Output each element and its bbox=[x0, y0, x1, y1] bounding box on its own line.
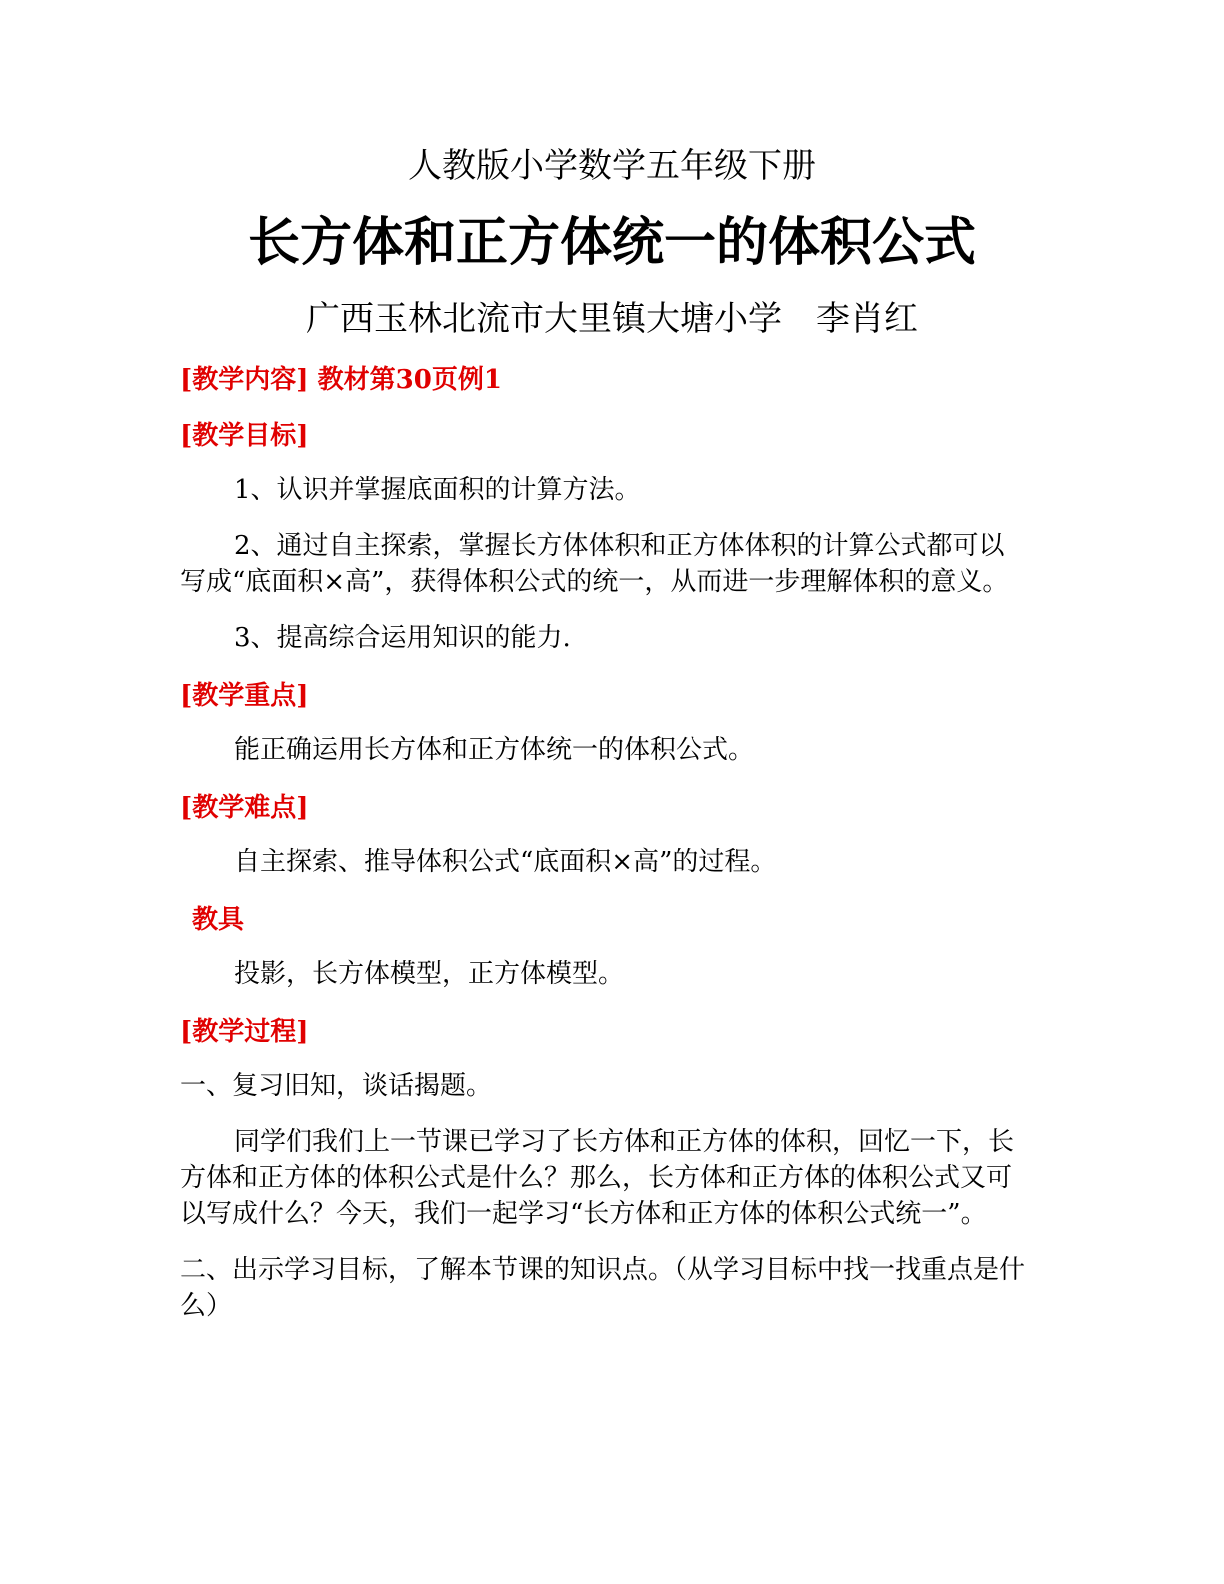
goals-heading: [教学目标] bbox=[180, 421, 309, 451]
document-subtitle: 人教版小学数学五年级下册 bbox=[408, 146, 816, 186]
document-title: 长方体和正方体统一的体积公式 bbox=[247, 213, 976, 273]
process-step-1-text: 同学们我们上一节课已学习了长方体和正方体的体积，回忆一下，长方体和正方体的体积公式是什么？那么，长方体和正方体的体积公式又可以写成什么？今天，我们一起学习“长方体和正方体的体积公式统一”。 bbox=[180, 1127, 1015, 1229]
tools-text: 投影，长方体模型，正方体模型。 bbox=[234, 959, 625, 989]
goal-item-3: 3、提高综合运用知识的能力. bbox=[234, 623, 571, 653]
tools-heading: 教具 bbox=[192, 905, 245, 935]
key-points-heading: [教学重点] bbox=[180, 681, 309, 711]
document-author: 广西玉林北流市大里镇大塘小学 李肖红 bbox=[306, 299, 918, 339]
difficulty-text: 自主探索、推导体积公式“底面积×高”的过程。 bbox=[234, 847, 777, 877]
process-step-2-title: 二、出示学习目标，了解本节课的知识点。（从学习目标中找一找重点是什么） bbox=[180, 1255, 1026, 1321]
goal-item-2: 2、通过自主探索，掌握长方体体积和正方体体积的计算公式都可以写成“底面积×高”，获得体积公式的统一，从而进一步理解体积的意义。 bbox=[180, 531, 1009, 597]
goal-item-1: 1、认识并掌握底面积的计算方法。 bbox=[234, 475, 641, 505]
content-heading: [教学内容] 教材第30页例1 bbox=[180, 365, 502, 395]
process-step-1-title: 一、复习旧知，谈话揭题。 bbox=[180, 1071, 493, 1101]
difficulty-heading: [教学难点] bbox=[180, 793, 309, 823]
document-body bbox=[180, 360, 1030, 1344]
process-heading: [教学过程] bbox=[180, 1017, 309, 1047]
key-points-text: 能正确运用长方体和正方体统一的体积公式。 bbox=[234, 735, 755, 765]
